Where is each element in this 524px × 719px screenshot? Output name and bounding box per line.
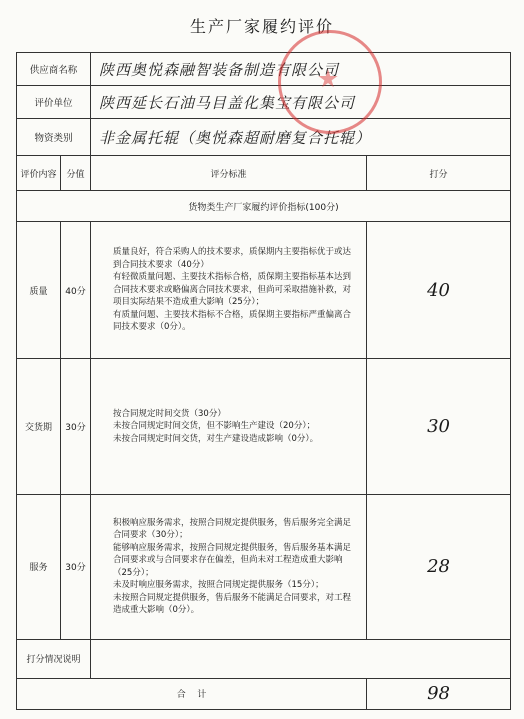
evaluation-table	[16, 52, 511, 710]
header-criteria: 评分标准	[91, 156, 367, 191]
criteria-line: 有质量问题、主要技术指标不合格，质保期主要指标严重偏离合同技术要求（0分）。	[113, 309, 352, 333]
supplier-row	[17, 53, 511, 86]
remarks-row	[17, 639, 511, 678]
remarks-label: 打分情况说明	[17, 639, 91, 678]
row-criteria	[91, 495, 367, 640]
table-row	[17, 495, 511, 640]
criteria-line: 能够响应服务需求，按照合同规定提供服务，售后服务基本满足合同要求或与合同要求存在偏差，但尚未对工程造成重大影响（25分）；	[113, 542, 352, 578]
unit-row	[17, 86, 511, 119]
row-score: 40	[367, 222, 511, 358]
total-value: 98	[367, 678, 511, 709]
remarks-value	[91, 639, 511, 678]
criteria-line: 按合同规定时间交货（30分）	[113, 408, 226, 419]
header-points: 分值	[61, 156, 91, 191]
header-score: 打分	[367, 156, 511, 191]
total-label: 合 计	[17, 678, 367, 709]
row-score: 30	[367, 358, 511, 494]
unit-value: 陕西延长石油马目盖化集宝有限公司	[91, 86, 511, 119]
total-row	[17, 678, 511, 709]
section-row	[17, 191, 511, 222]
criteria-line: 未按合同规定时间交货，但不影响生产建设（20分）；	[113, 421, 316, 432]
criteria-line: 质量良好，符合采购人的技术要求，质保期内主要指标优于或达到合同技术要求（40分）	[113, 247, 352, 270]
supplier-label: 供应商名称	[17, 53, 91, 86]
row-points: 40分	[61, 222, 91, 358]
row-points: 30分	[61, 358, 91, 494]
page-title: 生产厂家履约评价	[189, 17, 334, 36]
table-row	[17, 358, 511, 494]
row-points: 30分	[61, 495, 91, 640]
criteria-line: 有轻微质量问题、主要技术指标合格，质保期主要指标基本达到合同技术要求或略偏离合同技术要求，但尚可采取措施补救，对项目实际结果不造成重大影响（25分）；	[113, 272, 352, 308]
unit-label: 评价单位	[17, 86, 91, 119]
row-name: 交货期	[17, 358, 61, 494]
supplier-value: 陕西奥悦森融智装备制造有限公司	[91, 53, 511, 86]
category-label: 物资类别	[17, 119, 91, 156]
section-title: 货物类生产厂家履约评价指标(100分)	[17, 191, 511, 222]
header-content: 评价内容	[17, 156, 61, 191]
row-name: 服务	[17, 495, 61, 640]
row-name: 质量	[17, 222, 61, 358]
table-header-row	[17, 156, 511, 191]
criteria-line: 未按合同规定时间交货，对生产建设造成影响（0分）。	[113, 433, 319, 444]
criteria-line: 未按照合同规定提供服务，售后服务不能满足合同要求，对工程造成重大影响（0分）。	[113, 592, 352, 616]
criteria-line: 积极响应服务需求，按照合同规定提供服务，售后服务完全满足合同要求（30分）；	[113, 517, 352, 541]
row-score: 28	[367, 495, 511, 640]
row-criteria	[91, 358, 367, 494]
criteria-line: 未及时响应服务需求，按照合同规定提供服务（15分）；	[113, 580, 324, 591]
row-criteria	[91, 222, 367, 358]
category-row	[17, 119, 511, 156]
table-row	[17, 222, 511, 358]
category-value: 非金属托辊（奥悦森超耐磨复合托辊）	[91, 119, 511, 156]
